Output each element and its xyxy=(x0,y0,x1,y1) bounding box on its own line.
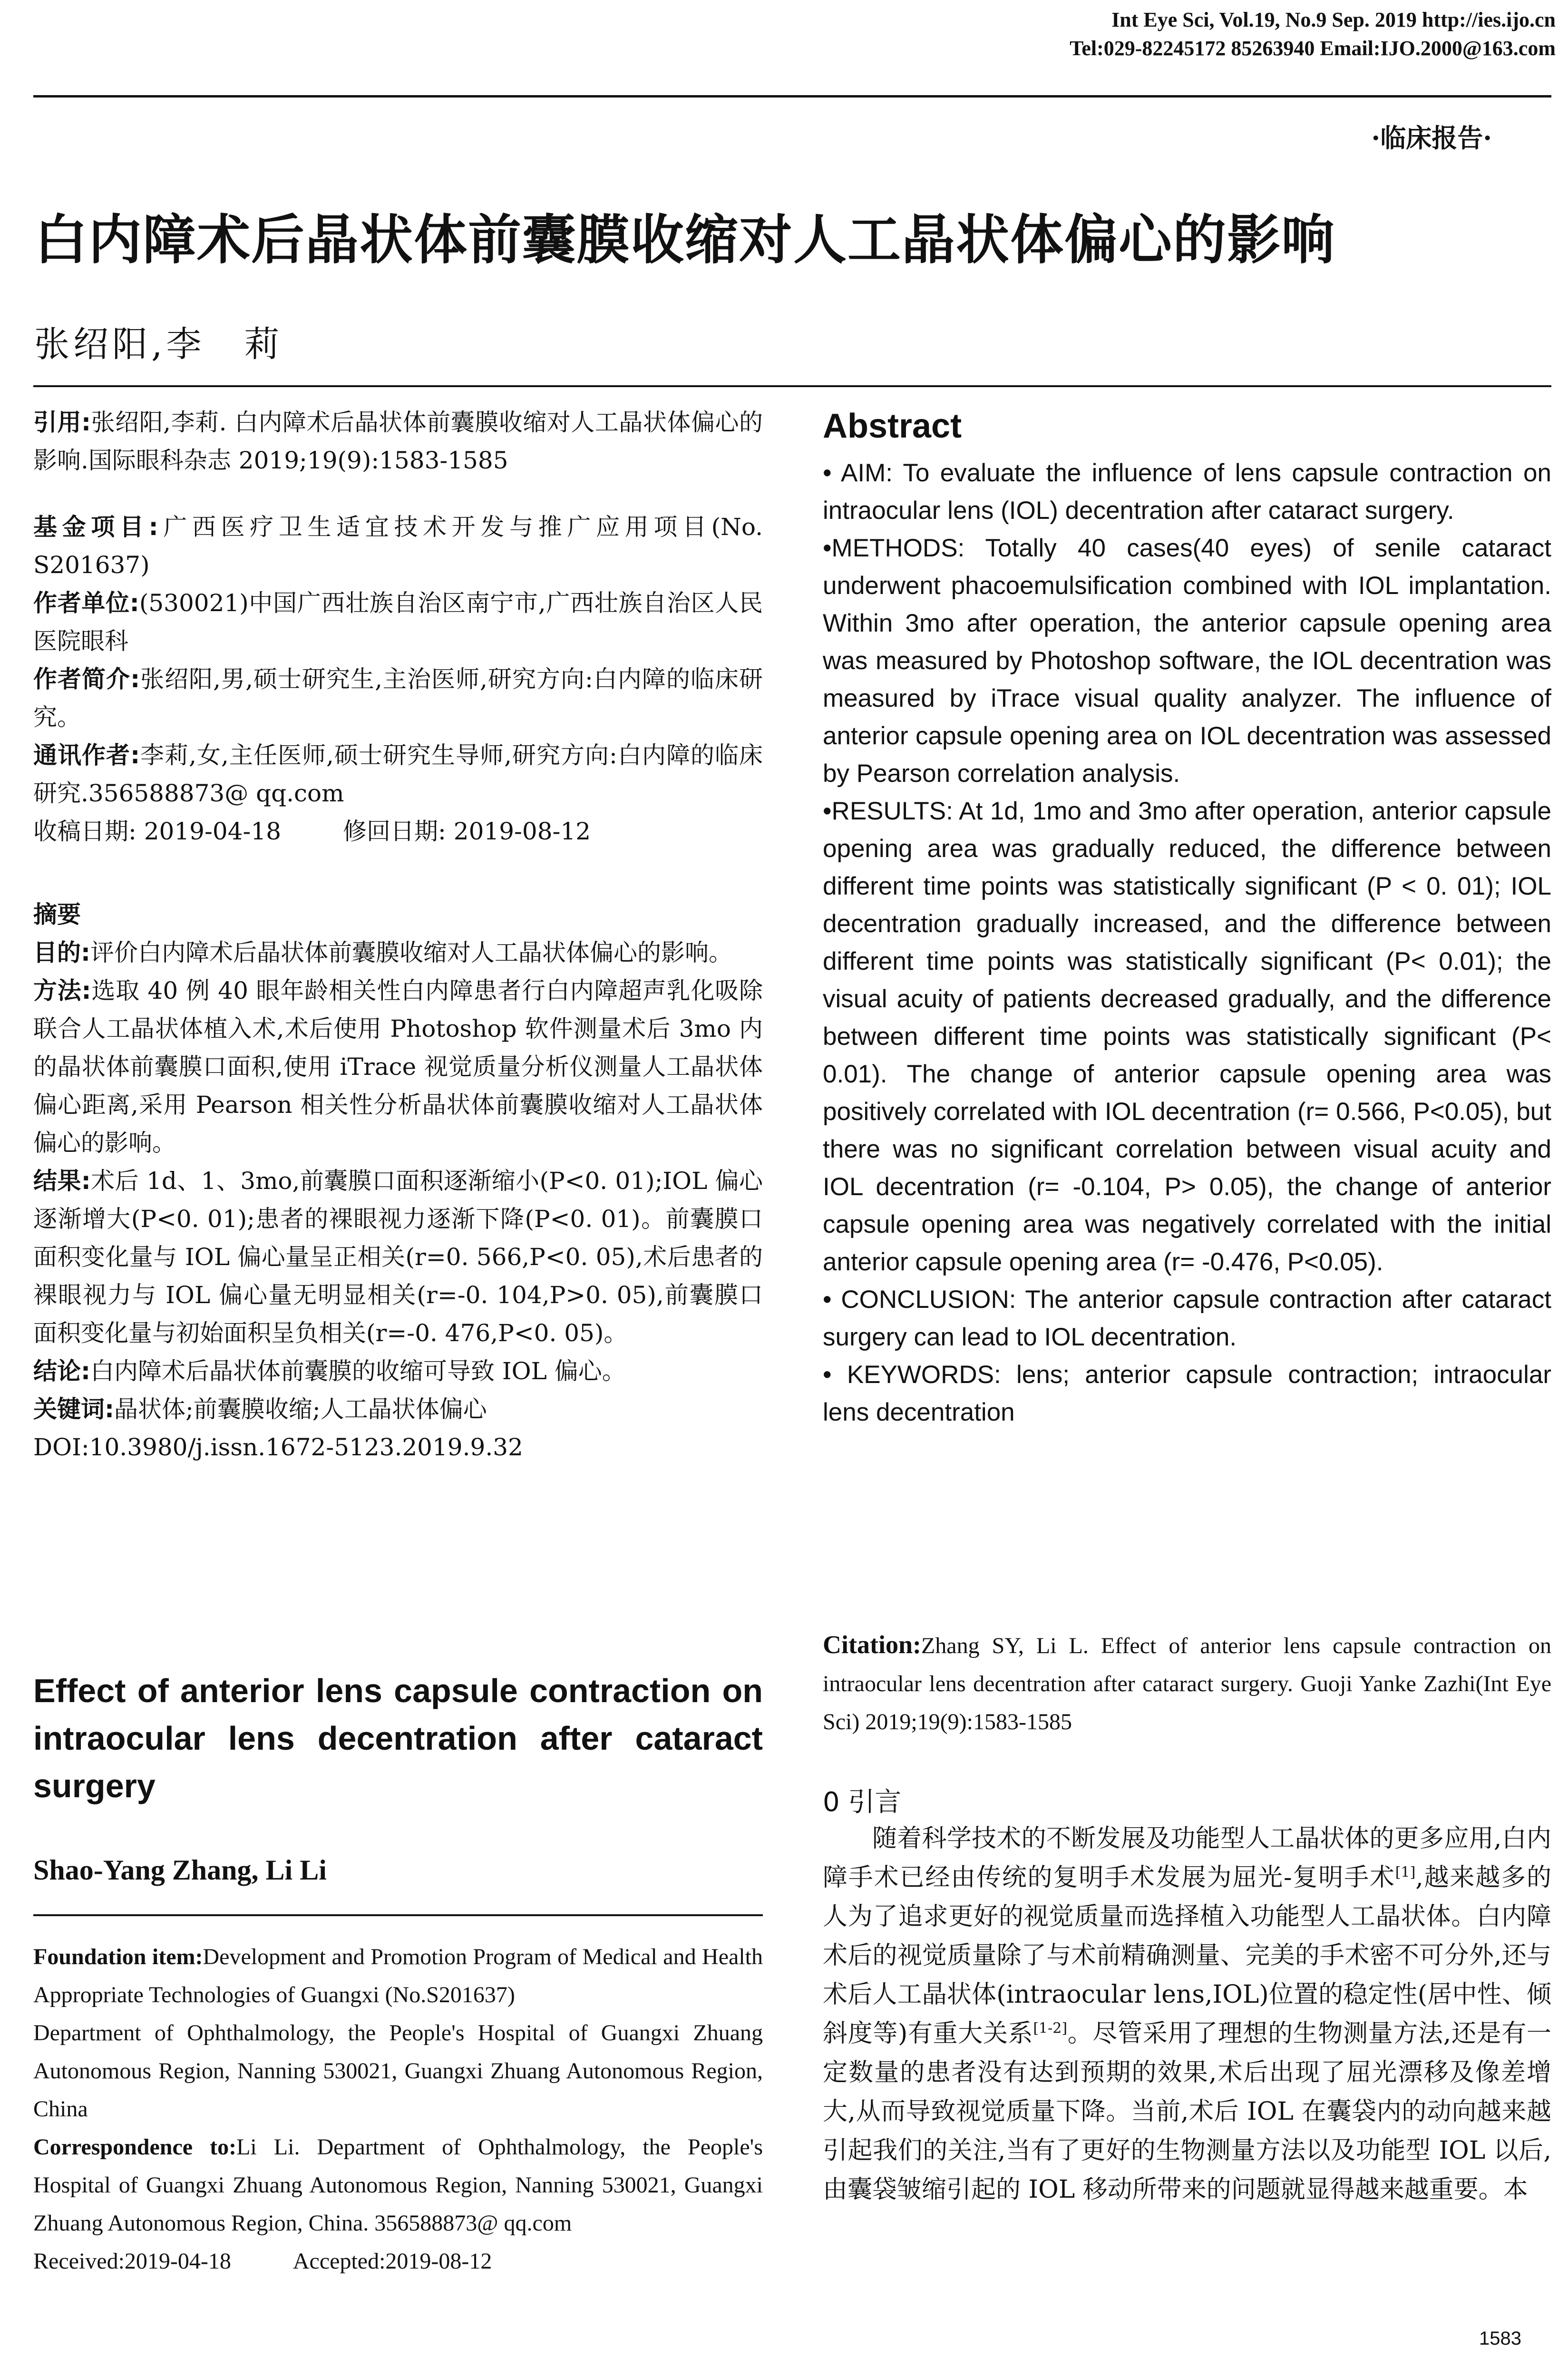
authors-rule xyxy=(33,1914,763,1916)
dates-cn xyxy=(33,812,763,850)
citation-block xyxy=(33,403,763,479)
authors-cn: 张绍阳,李 莉 xyxy=(34,324,283,365)
left-column-en-info xyxy=(33,1938,763,2280)
results-block-cn xyxy=(33,1162,763,1352)
fund-block xyxy=(33,508,763,584)
unit-block xyxy=(33,584,763,660)
page-number: 1583 xyxy=(1479,2328,1521,2349)
keywords-text-cn: 晶状体;前囊膜收缩;人工晶状体偏心 xyxy=(114,1395,487,1423)
citation-en-label: Citation: xyxy=(823,1630,921,1659)
aim-block-cn xyxy=(33,934,763,972)
left-column-cn xyxy=(33,403,763,1466)
keywords-block-cn xyxy=(33,1390,763,1428)
department: Department of Ophthalmology, the People's Hospital of Guangxi Zhuang Autonomous Region, Nanning 530021, Guangxi Zhuang Autonomous Region, China xyxy=(33,2020,763,2122)
intro-text-1: 随着科学技术的不断发展及功能型人工晶状体的更多应用,白内障手术已经由传统的复明手术发展为屈光-复明手术 xyxy=(823,1824,1551,1892)
citation-en-text: Zhang SY, Li L. Effect of anterior lens capsule contraction on intraocular lens decentration after cataract surgery. Guoji Yanke Zazhi(Int Eye Sci) 2019;19(9):1583-1585 xyxy=(823,1633,1551,1734)
unit-text: (530021)中国广西壮族自治区南宁市,广西壮族自治区人民医院眼科 xyxy=(33,589,763,655)
abstract-aim: • AIM: To evaluate the influence of lens capsule contraction on intraocular lens (IOL) decentration after cataract surgery. xyxy=(823,459,1551,525)
methods-text-cn: 选取 40 例 40 眼年龄相关性白内障患者行白内障超声乳化吸除联合人工晶状体植入术,术后使用 Photoshop 软件测量术后 3mo 内的晶状体前囊膜口面积,使用 iTrace 视觉质量分析仪测量人工晶状体偏心距离,采用 Pearson 相关性分析晶状体前囊膜收缩对人工晶状体偏心的影响。 xyxy=(33,977,763,1157)
methods-block-cn xyxy=(33,972,763,1162)
correspondence-text: Li Li. Department of Ophthalmology, the People's Hospital of Guangxi Zhuang Autonomous Region, Nanning 530021, Guangxi Zhuang Autonomous Region, China. 356588873@ qq.com xyxy=(33,2134,763,2236)
abstract-heading: Abstract xyxy=(823,407,962,445)
section-tag: ·临床报告· xyxy=(1371,123,1492,153)
abstract-methods: •METHODS: Totally 40 cases(40 eyes) of senile cataract underwent phacoemulsification combined with IOL implantation. Within 3mo after operation, the anterior capsule opening area was measured by Photoshop software, the IOL decentration was measured by iTrace visual quality analyzer. The influence of anterior capsule opening area on IOL decentration was assessed by Pearson correlation analysis. xyxy=(823,534,1551,788)
header-rule xyxy=(33,95,1551,97)
methods-label-cn: 方法: xyxy=(33,977,91,1004)
abstract-results: •RESULTS: At 1d, 1mo and 3mo after operation, anterior capsule opening area was gradually reduced, the difference between different time points was statistically significant (P < 0. 01); IOL decentration gradually increased, and the difference between different time points was statistically significant (P< 0.01); the visual acuity of patients decreased gradually, and the difference between different time points was statistically significant (P< 0.01). The change of anterior capsule opening area was positively correlated with IOL decentration (r= 0.566, P<0.05), but there was no significant correlation between visual acuity and IOL decentration (r= -0.104, P> 0.05), the change of anterior capsule opening area was negatively correlated with the initial anterior capsule opening area (r= -0.476, P<0.05). xyxy=(823,797,1551,1276)
fund-text: 广西医疗卫生适宜技术开发与推广应用项目(No. S201637) xyxy=(33,513,763,579)
received-cn: 收稿日期: 2019-04-18 xyxy=(33,818,282,845)
corr-block xyxy=(33,736,763,812)
revised-cn: 修回日期: 2019-08-12 xyxy=(343,818,591,845)
foundation-text: Development and Promotion Program of Medical and Health Appropriate Technologies of Guangxi (No.S201637) xyxy=(33,1944,763,2007)
abstract-head-cn: 摘要 xyxy=(33,901,81,928)
citation-label: 引用: xyxy=(33,409,91,436)
page-title: 白内障术后晶状体前囊膜收缩对人工晶状体偏心的影响 xyxy=(34,209,1335,271)
received-en: Received:2019-04-18 xyxy=(33,2249,231,2274)
intro-body xyxy=(823,1819,1551,2209)
dates-en xyxy=(33,2242,763,2280)
english-title: Effect of anterior lens capsule contraction on intraocular lens decentration after cataract surgery xyxy=(33,1672,763,1804)
intro-text-3: 。尽管采用了理想的生物测量方法,还是有一定数量的患者没有达到预期的效果,术后出现了屈光漂移及像差增大,从而导致视觉质量下降。当前,术后 IOL 在囊袋内的动向越来越引起我们的关注,当有了更好的生物测量方法以及功能型 IOL 以后,由囊袋皱缩引起的 IOL 移动所带来的问题就显得越来越重要。本 xyxy=(823,2019,1551,2204)
corr-text: 李莉,女,主任医师,硕士研究生导师,研究方向:白内障的临床研究.356588873@ qq.com xyxy=(33,741,763,807)
citation-en xyxy=(823,1626,1551,1741)
intro-heading: 0 引言 xyxy=(823,1787,902,1818)
header-line-2: Tel:029-82245172 85263940 Email:IJO.2000@163.com xyxy=(1070,37,1556,60)
aim-text-cn: 评价白内障术后晶状体前囊膜收缩对人工晶状体偏心的影响。 xyxy=(90,939,732,966)
abstract-keywords: • KEYWORDS: lens; anterior capsule contraction; intraocular lens decentration xyxy=(823,1361,1551,1426)
foundation-label: Foundation item: xyxy=(33,1944,203,1969)
results-label-cn: 结果: xyxy=(33,1167,91,1195)
english-authors: Shao-Yang Zhang, Li Li xyxy=(33,1854,327,1886)
citation-text: 张绍阳,李莉. 白内障术后晶状体前囊膜收缩对人工晶状体偏心的影响.国际眼科杂志 2019;19(9):1583-1585 xyxy=(33,409,763,474)
accepted-en: Accepted:2019-08-12 xyxy=(292,2249,492,2274)
corr-label: 通讯作者: xyxy=(33,741,140,769)
intro-ref-1: [1] xyxy=(1395,1864,1416,1881)
results-text-cn: 术后 1d、1、3mo,前囊膜口面积逐渐缩小(P<0. 01);IOL 偏心逐渐增大(P<0. 01);患者的裸眼视力逐渐下降(P<0. 01)。前囊膜口面积变化量与 IOL 偏心量呈正相关(r=0. 566,P<0. 05),术后患者的裸眼视力与 IOL 偏心量无明显相关(r=-0. 104,P>0. 05),前囊膜口面积变化量与初始面积呈负相关(r=-0. 476,P<0. 05)。 xyxy=(33,1167,763,1347)
header-line-1: Int Eye Sci, Vol.19, No.9 Sep. 2019 http://ies.ijo.cn xyxy=(1111,8,1556,31)
correspondence-label: Correspondence to: xyxy=(33,2134,237,2160)
abstract-body xyxy=(823,454,1551,1431)
intro-ref-2: [1-2] xyxy=(1033,2020,1068,2037)
bio-label: 作者简介: xyxy=(33,665,140,693)
aim-label-cn: 目的: xyxy=(33,939,90,966)
bio-block xyxy=(33,660,763,736)
foundation-block xyxy=(33,1938,763,2014)
abstract-conclusion: • CONCLUSION: The anterior capsule contraction after cataract surgery can lead to IOL decentration. xyxy=(823,1286,1551,1351)
conclusion-block-cn xyxy=(33,1352,763,1390)
title-rule xyxy=(33,385,1551,387)
doi: DOI:10.3980/j.issn.1672-5123.2019.9.32 xyxy=(33,1433,523,1461)
fund-label: 基金项目: xyxy=(33,513,158,541)
unit-label: 作者单位: xyxy=(33,589,139,617)
conclusion-text-cn: 白内障术后晶状体前囊膜的收缩可导致 IOL 偏心。 xyxy=(90,1357,626,1385)
keywords-label-cn: 关键词: xyxy=(33,1395,114,1423)
conclusion-label-cn: 结论: xyxy=(33,1357,90,1385)
bio-text: 张绍阳,男,硕士研究生,主治医师,研究方向:白内障的临床研究。 xyxy=(33,665,763,731)
running-header xyxy=(747,6,1556,63)
intro-text-2: ,越来越多的人为了追求更好的视觉质量而选择植入功能型人工晶状体。白内障术后的视觉质量除了与术前精确测量、完美的手术密不可分外,还与术后人工晶状体(intraocular lens,IOL)位置的稳定性(居中性、倾斜度等)有重大关系 xyxy=(823,1863,1552,2048)
correspondence-block xyxy=(33,2128,763,2242)
